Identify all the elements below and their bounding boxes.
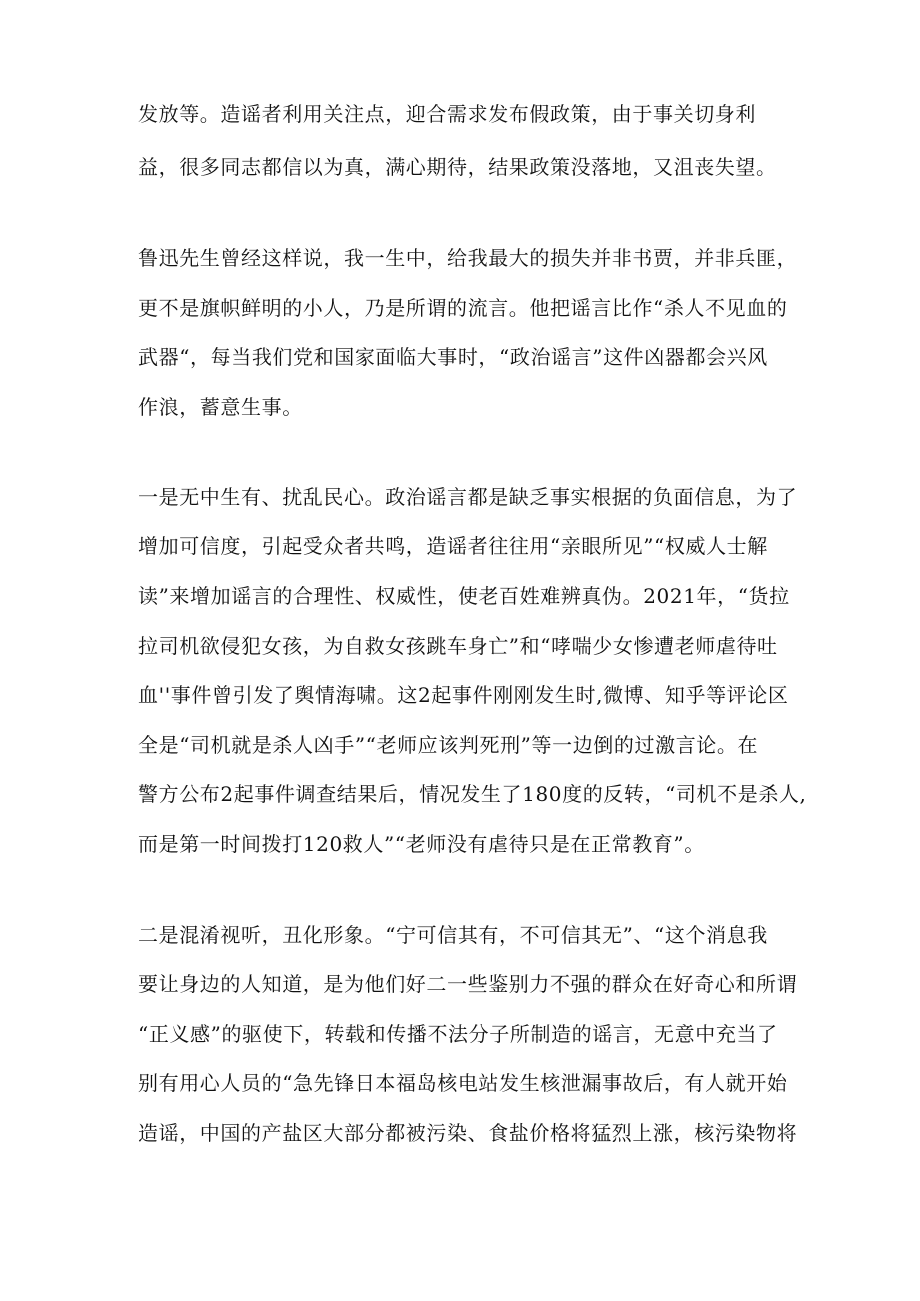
paragraph-1-line-1: 发放等。造谣者利用关注点，迎合需求发布假政策，由于事关切身利 <box>138 102 756 126</box>
paragraph-4-line-2: 要让身边的人知道，是为他们好二一些鉴别力不强的群众在好奇心和所谓 <box>138 972 798 996</box>
paragraph-4-line-3: “正义感”的驱使下，转载和传播不法分子所制造的谣言，无意中充当了 <box>138 1022 778 1046</box>
paragraph-4-line-5: 造谣，中国的产盐区大部分都被污染、食盐价格将猛烈上涨，核污染物将 <box>138 1121 798 1145</box>
paragraph-3-line-8: 而是第一时间拨打120救人”“老师没有虐待只是在正常教育”。 <box>138 832 705 856</box>
paragraph-3-line-1: 一是无中生有、扰乱民心。政治谣言都是缺乏事实根据的负面信息，为了 <box>138 485 798 509</box>
paragraph-2-line-3: 武器“，每当我们党和国家面临大事时，“政治谣言”这件凶器都会兴风 <box>138 345 768 369</box>
paragraph-3-line-4: 拉司机欲侵犯女孩，为自救女孩跳车身亡”和“哮喘少女惨遭老师虐待吐 <box>138 634 778 658</box>
paragraph-2-line-2: 更不是旗帜鲜明的小人，乃是所谓的流言。他把谣言比作“杀人不见血的 <box>138 296 788 320</box>
paragraph-3-line-3: 读”来增加谣言的合理性、权威性，使老百姓难辨真伪。2021年，“货拉 <box>138 584 790 608</box>
paragraph-3-line-5: 血''事件曾引发了舆情海啸。这2起事件刚刚发生时,微博、知乎等评论区 <box>138 683 789 707</box>
paragraph-3-line-2: 增加可信度，引起受众者共鸣，造谣者往往用“亲眼所见”“权威人士解 <box>138 534 768 558</box>
paragraph-2-line-4: 作浪，蓄意生事。 <box>138 395 303 419</box>
paragraph-3-line-7: 警方公布2起事件调查结果后，情况发生了180度的反转，“司机不是杀人, <box>138 782 807 806</box>
paragraph-3-line-6: 全是“司机就是杀人凶手”“老师应该判死刑”等一边倒的过激言论。在 <box>138 733 759 757</box>
paragraph-4-line-4: 别有用心人员的“急先锋日本福岛核电站发生核泄漏事故后，有人就开始 <box>138 1071 788 1095</box>
paragraph-2-line-1: 鲁迅先生曾经这样说，我一生中，给我最大的损失并非书贾，并非兵匪， <box>138 246 798 270</box>
paragraph-4-line-1: 二是混淆视听，丑化形象。“宁可信其有，不可信其无”、“这个消息我 <box>138 923 768 947</box>
paragraph-1-line-2: 益，很多同志都信以为真，满心期待，结果政策没落地，又沮丧失望。 <box>138 155 777 179</box>
